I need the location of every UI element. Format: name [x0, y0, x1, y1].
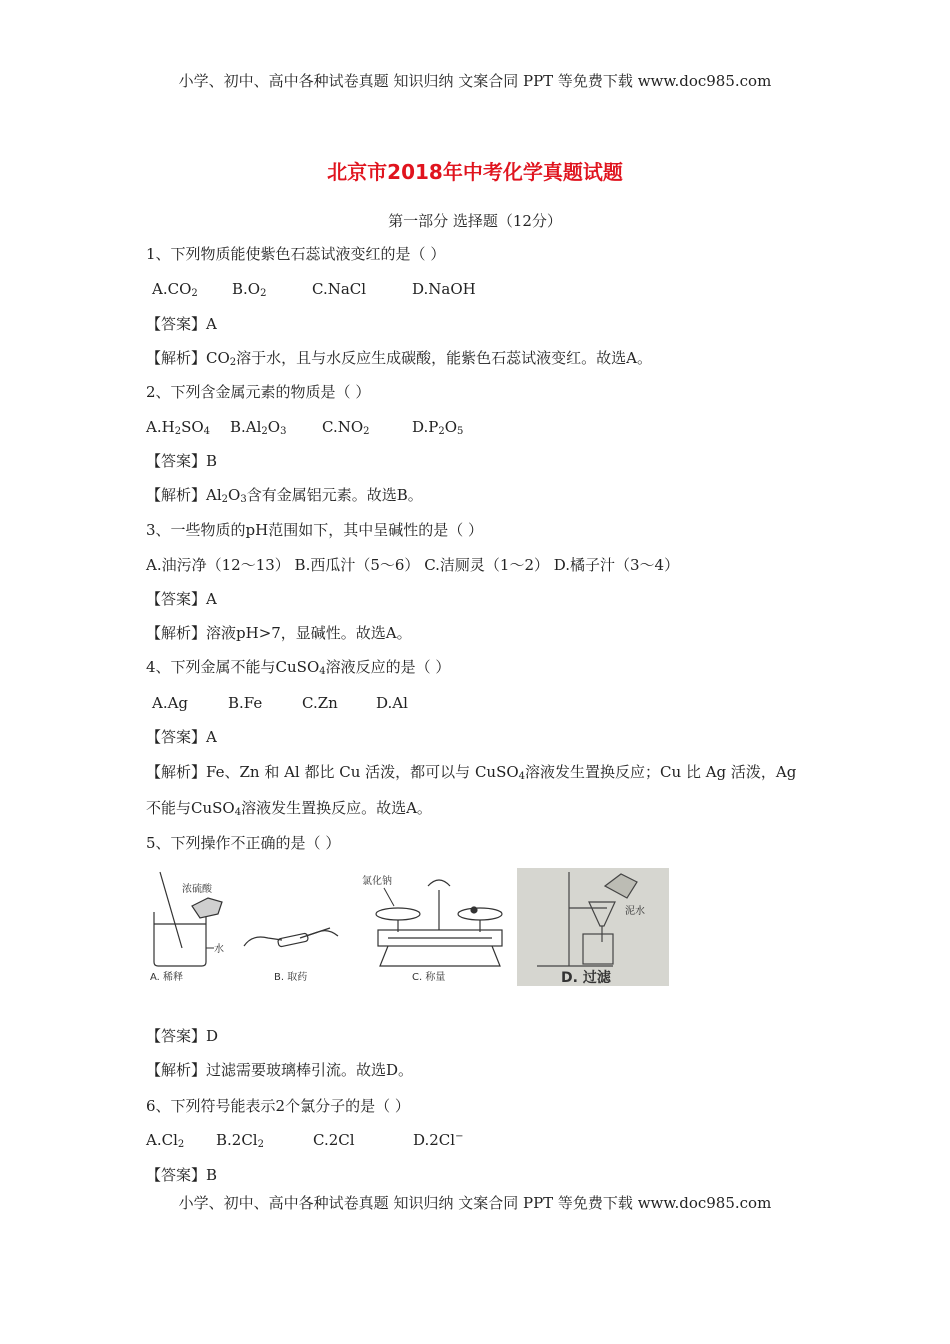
left-pan: [376, 908, 420, 920]
q1-analysis: 【解析】$CO_2$溶于水，且与水反应生成碳酸，能紫色石蕊试液变红。故选A。: [146, 349, 653, 368]
q1-stem: 1、下列物质能使紫色石蕊试液变红的是（ ）: [146, 245, 446, 263]
q2-answer: 【答案】B: [146, 452, 218, 470]
q2-analysis: 【解析】$Al_2O_3$含有金属铝元素。故选B。: [146, 486, 423, 505]
figure-a-dilution: [146, 866, 230, 984]
q4-option-c: C.Zn: [302, 694, 338, 712]
reagent-bottle: [192, 898, 222, 918]
q2-option-b: $B.Al_2O_3$: [230, 418, 287, 437]
q1-option-a: $A.CO_2$: [152, 280, 198, 299]
svg-text:水: 水: [214, 944, 224, 955]
svg-text:C. 称量: C. 称量: [412, 972, 446, 983]
figure-d-filtration: [517, 868, 669, 986]
q3-stem: 3、一些物质的pH范围如下，其中呈碱性的是（ ）: [146, 521, 483, 539]
svg-text:氯化钠: 氯化钠: [362, 876, 392, 887]
section-heading: 第一部分 选择题（12分）: [388, 212, 562, 230]
right-hand: [306, 931, 338, 936]
q3-analysis: 【解析】溶液pH>7，显碱性。故选A。: [146, 624, 412, 642]
page-header: 小学、初中、高中各种试卷真题 知识归纳 文案合同 PPT 等免费下载 www.doc985.com: [178, 72, 772, 90]
svg-text:A. 稀释: A. 稀释: [150, 972, 184, 983]
q4-analysis-line2: 不能与CuSO$_4$溶液发生置换反应。故选A。: [146, 799, 432, 818]
q5-answer: 【答案】D: [146, 1027, 219, 1045]
q1-option-b: $B.O_2$: [232, 280, 267, 299]
q5-stem: 5、下列操作不正确的是（ ）: [146, 834, 341, 852]
balance-base: [380, 946, 500, 966]
left-hand: [244, 937, 282, 946]
q2-option-c: $C.NO_2$: [322, 418, 370, 437]
q6-option-c: C.2Cl: [313, 1131, 355, 1149]
q2-options: [146, 417, 463, 437]
figure-b-take-reagent: [238, 866, 344, 984]
q3-answer: 【答案】A: [146, 590, 217, 608]
q6-option-d: D.2Cl−: [413, 1131, 464, 1149]
q1-answer: 【答案】A: [146, 315, 217, 333]
glass-rod: [160, 872, 182, 948]
q4-option-a: A.Ag: [152, 694, 189, 712]
svg-text:泥水: 泥水: [625, 906, 645, 917]
q4-stem: 4、下列金属不能与CuSO$_4$溶液反应的是（ ）: [146, 658, 451, 677]
figure-c-weighing: [358, 866, 508, 984]
q1-options: [152, 279, 476, 299]
page-title: 北京市2018年中考化学真题试题: [327, 160, 623, 184]
q1-option-d: D.NaOH: [412, 280, 476, 298]
q6-option-a: $A.Cl_2$: [146, 1131, 185, 1150]
page-footer: 小学、初中、高中各种试卷真题 知识归纳 文案合同 PPT 等免费下载 www.doc985.com: [178, 1194, 772, 1212]
q4-answer: 【答案】A: [146, 728, 217, 746]
right-pan: [458, 908, 502, 920]
q2-option-d: $D.P_2O_5$: [412, 418, 464, 437]
weight: [471, 907, 477, 913]
q4-options: [152, 693, 408, 713]
q4-option-b: B.Fe: [228, 694, 263, 712]
svg-text:浓硫酸: 浓硫酸: [182, 884, 212, 895]
q4-option-d: D.Al: [376, 694, 408, 712]
test-tube: [277, 933, 308, 947]
q6-answer: 【答案】B: [146, 1166, 218, 1184]
q1-option-c: C.NaCl: [312, 280, 367, 298]
svg-text:B. 取药: B. 取药: [274, 972, 308, 983]
pointer-scale: [428, 880, 450, 886]
q2-stem: 2、下列含金属元素的物质是（ ）: [146, 383, 371, 401]
q2-option-a: $A.H_2SO_4$: [146, 418, 211, 437]
q6-options: [146, 1130, 463, 1150]
photo-background: [517, 868, 669, 986]
q4-analysis-line1: 【解析】Fe、Zn 和 Al 都比 Cu 活泼，都可以与 CuSO$_4$溶液发生置换反应；Cu 比 Ag 活泼，Ag: [146, 763, 797, 782]
q6-option-b: $B.2Cl_2$: [216, 1131, 264, 1150]
q6-stem: 6、下列符号能表示2个氯分子的是（ ）: [146, 1097, 410, 1115]
svg-text:D. 过滤: D. 过滤: [561, 970, 611, 986]
q5-analysis: 【解析】过滤需要玻璃棒引流。故选D。: [146, 1061, 414, 1079]
q3-options: A.油污净（12～13） B.西瓜汁（5～6） C.洁厕灵（1～2） D.橘子汁（3～4）: [146, 556, 680, 574]
